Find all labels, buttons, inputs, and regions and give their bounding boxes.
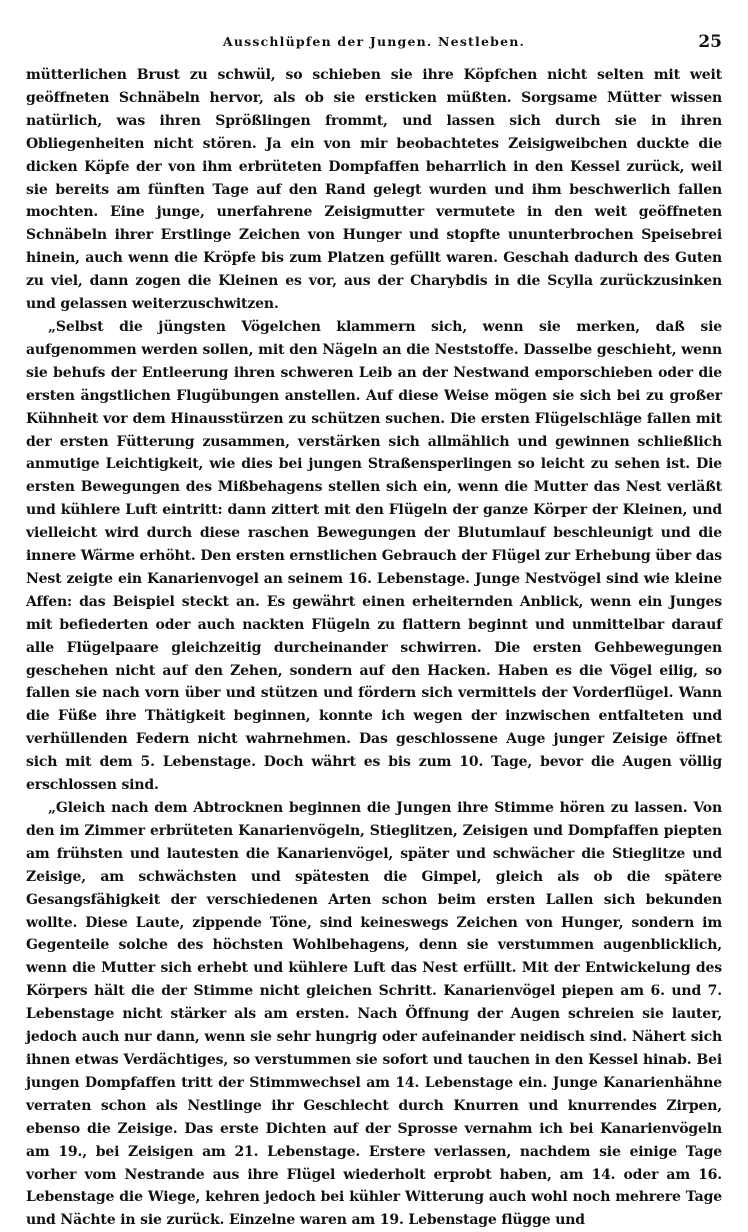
- page-header: [26, 30, 722, 58]
- paragraph-continuation: mütterlichen Brust zu schwül, so schieben sie ihre Köpfchen nicht selten mit weit geöffneten Schnäbeln hervor, als ob sie ersticken müßten. Sorgsame Mütter wissen natürlich, was ihren Sprößlingen frommt, und lassen sich durch sie in ihren Obliegenheiten nicht stören. Ja ein von mir beobachtetes Zeisigweibchen duckte die dicken Köpfe der von ihm erbrüteten Dompfaffen beharrlich in den Kessel zurück, weil sie bereits am fünften Tage auf den Rand gelegt wurden und ihm beschwerlich fallen mochten. Eine junge, unerfahrene Zeisigmutter vermutete in den weit geöffneten Schnäbeln ihrer Erstlinge Zeichen von Hunger und stopfte ununterbrochen Speisebrei hinein, auch wenn die Kröpfe bis zum Platzen gefüllt waren. Geschah dadurch des Guten zu viel, dann zogen die Kleinen es vor, aus der Charybdis in die Scylla zurückzusinken und gelassen weiterzuschwitzen.: [26, 67, 722, 313]
- page-number: 25: [698, 32, 722, 52]
- body-text: [26, 64, 722, 1232]
- paragraph-voice: „Gleich nach dem Abtrocknen beginnen die Jungen ihre Stimme hören zu lassen. Von den im Zimmer erbrüteten Kanarienvögeln, Stieglitzen, Zeisigen und Dompfaffen piepten am frühsten und lautesten die Kanarienvögel, später und schwächer die Stieglitze und Zeisige, am schwächsten und spätesten die Gimpel, gleich als ob die spätere Gesangsfähigkeit der verschiedenen Arten schon beim ersten Lallen sich bekunden wollte. Diese Laute, zippende Töne, sind keineswegs Zeichen von Hunger, sondern im Gegenteile solche des höchsten Wohlbehagens, denn sie verstummen augenblicklich, wenn die Mutter sich erhebt und kühlere Luft das Nest erfüllt. Mit der Entwickelung des Körpers hält die der Stimme nicht gleichen Schritt. Kanarienvögel piepen am 6. und 7. Lebenstage nicht stärker als am ersten. Nach Öffnung der Augen schreien sie lauter, jedoch auch nur dann, wenn sie sehr hungrig oder aufeinander neidisch sind. Nähert sich ihnen etwas Verdächtiges, so verstummen sie sofort und tauchen in den Kessel hinab. Bei jungen Dompfaffen tritt der Stimmwechsel am 14. Lebenstage ein. Junge Kanarienhähne verraten schon als Nestlinge ihr Geschlecht durch Knurren und knurrendes Zirpen, ebenso die Zeisige. Das erste Dichten auf der Sprosse vernahm ich bei Kanarienvögeln am 19., bei Zeisigen am 21. Lebenstage. Erstere verlassen, nachdem sie einige Tage vorher vom Nestrande aus ihre Flügel wiederholt erprobt haben, am 14. oder am 16. Lebenstage die Wiege, kehren jedoch bei kühler Witterung auch wohl noch mehrere Tage und Nächte in sie zurück. Einzelne waren am 19. Lebenstage flügge und: [26, 800, 722, 1229]
- running-head: Ausschlüpfen der Jungen. Nestleben.: [222, 34, 526, 49]
- paragraph-claws-and-wings: „Selbst die jüngsten Vögelchen klammern sich, wenn sie merken, daß sie aufgenommen werden sollen, mit den Nägeln an die Neststoffe. Dasselbe geschieht, wenn sie behufs der Entleerung ihren schweren Leib an der Nestwand emporschieben oder die ersten ängstlichen Flugübungen anstellen. Auf diese Weise mögen sie sich bei zu großer Kühnheit vor dem Hinausstürzen zu schützen suchen. Die ersten Flügelschläge fallen mit der ersten Fütterung zusammen, verstärken sich allmählich und gewinnen schließlich anmutige Leichtigkeit, wie dies bei jungen Straßensperlingen so leicht zu sehen ist. Die ersten Bewegungen des Mißbehagens stellen sich ein, wenn die Mutter das Nest verläßt und kühlere Luft eintritt: dann zittert mit den Flügeln der ganze Körper der Kleinen, und vielleicht wird durch diese raschen Bewegungen der Blutumlauf beschleunigt und die innere Wärme erhöht. Den ersten ernstlichen Gebrauch der Flügel zur Erhebung über das Nest zeigte ein Kanarienvogel an seinem 16. Lebenstage. Junge Nestvögel sind wie kleine Affen: das Beispiel steckt an. Es gewährt einen erheiternden Anblick, wenn ein Junges mit befiederten oder auch nackten Flügeln zu flattern beginnt und unmittelbar darauf alle Flügelpaare gleichzeitig durcheinander schwirren. Die ersten Gehbewegungen geschehen nicht auf den Zehen, sondern auf den Hacken. Haben es die Vögel eilig, so fallen sie nach vorn über und stützen und fördern sich vermittels der Vorderflügel. Wann die Füße ihre Thätigkeit beginnen, konnte ich wegen der inzwischen entfalteten und verhüllenden Federn nicht wahrnehmen. Das geschlossene Auge junger Zeisige öffnet sich mit dem 5. Lebenstage. Doch währt es bis zum 10. Tage, bevor die Augen völlig erschlossen sind.: [26, 318, 722, 794]
